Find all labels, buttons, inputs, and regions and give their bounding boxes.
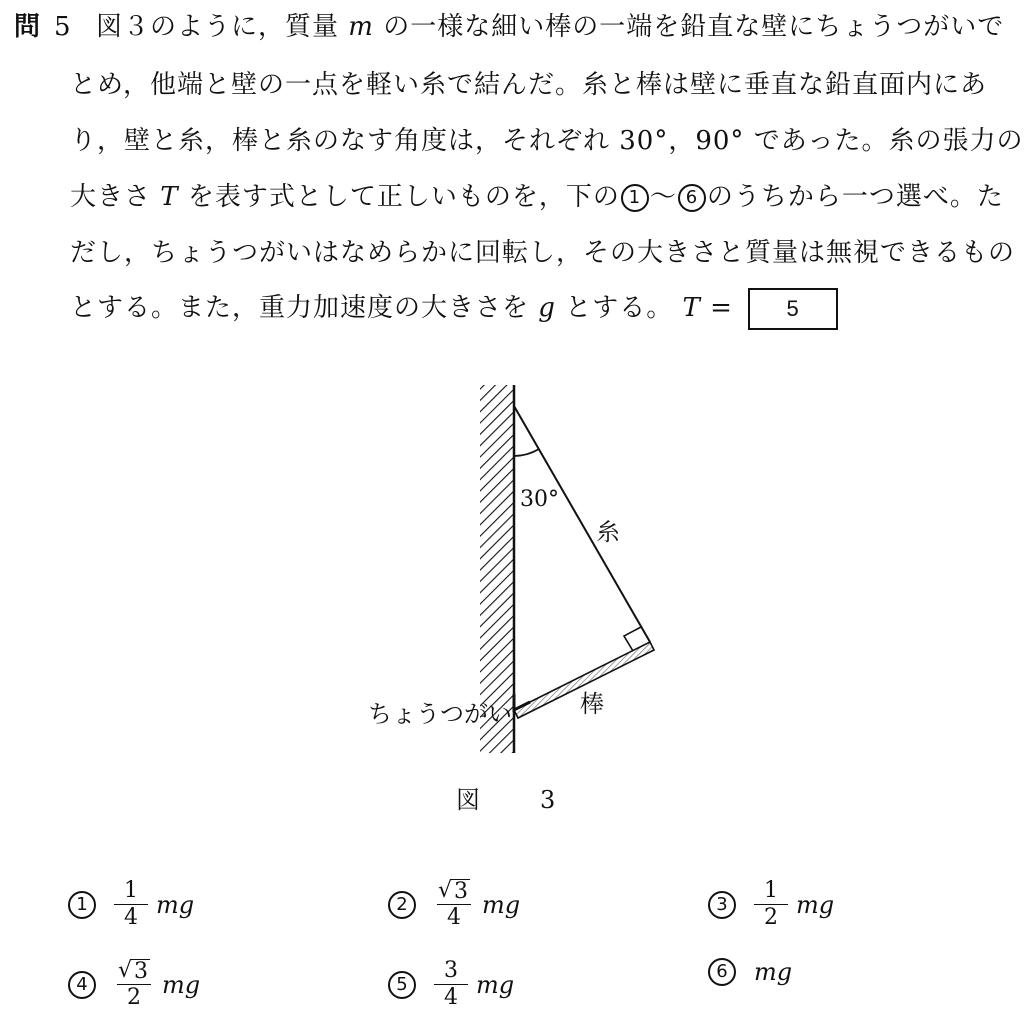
choice-expression: mg bbox=[754, 958, 793, 986]
choice-expression: mg bbox=[796, 890, 835, 919]
choice-option[interactable] bbox=[708, 878, 834, 931]
question-label: 問 bbox=[14, 12, 41, 42]
question-line-1 bbox=[96, 6, 1004, 43]
choice-number-mark: 5 bbox=[388, 971, 416, 999]
choice-fraction bbox=[114, 958, 154, 1011]
choice-fraction bbox=[434, 878, 474, 931]
choice-option[interactable] bbox=[388, 878, 520, 931]
question-line-3 bbox=[70, 120, 1023, 157]
range-start-mark: 1 bbox=[621, 184, 649, 212]
fraction-denominator: 2 bbox=[117, 984, 151, 1011]
question-text: を表す式として正しいものを，下の bbox=[187, 182, 620, 212]
fraction-numerator: 1 bbox=[124, 878, 138, 903]
choice-number-mark: 4 bbox=[68, 971, 96, 999]
var-T: T bbox=[682, 293, 701, 323]
question-line-5 bbox=[70, 232, 1015, 269]
choice-expression: mg bbox=[482, 890, 521, 919]
fraction-denominator: 4 bbox=[437, 904, 471, 931]
range-end-mark: 6 bbox=[678, 184, 706, 212]
choice-expression: mg bbox=[476, 970, 515, 999]
fraction-numerator: √ 3 bbox=[118, 958, 149, 984]
string-line bbox=[514, 406, 650, 642]
choice-number-mark: 3 bbox=[708, 891, 736, 919]
choice-fraction bbox=[434, 958, 468, 1011]
choice-expression: mg bbox=[156, 890, 195, 919]
equals-sign: = bbox=[710, 293, 733, 323]
angle-arc bbox=[514, 449, 539, 456]
choice-option[interactable] bbox=[388, 958, 514, 1011]
fraction-numerator: √ 3 bbox=[438, 878, 469, 904]
choice-option[interactable] bbox=[68, 878, 194, 931]
question-text: のうちから一つ選べ。た bbox=[706, 182, 1004, 212]
rod-label: 棒 bbox=[580, 690, 604, 718]
var-g: g bbox=[538, 293, 556, 323]
hinge-label: ちょうつがい bbox=[368, 700, 512, 728]
fraction-numerator: 1 bbox=[764, 878, 778, 903]
question-text: 図３のように，質量 bbox=[96, 12, 340, 42]
question-number: 5 bbox=[54, 12, 71, 42]
question-text: とする。 bbox=[565, 293, 674, 323]
angle-label: 30° bbox=[520, 487, 559, 512]
question-text: とする。また，重力加速度の大きさを bbox=[70, 293, 530, 323]
choice-option[interactable] bbox=[68, 958, 200, 1011]
question-text: り，壁と糸，棒と糸のなす角度は，それぞれ 30°，90° であった。糸の張力の bbox=[70, 126, 1024, 156]
fraction-numerator: 3 bbox=[444, 958, 458, 983]
fraction-denominator: 4 bbox=[434, 984, 468, 1011]
question-text: 大きさ bbox=[70, 182, 152, 212]
question-line-4 bbox=[70, 176, 1004, 213]
figure-diagram bbox=[330, 380, 710, 770]
string-label: 糸 bbox=[596, 518, 620, 546]
choice-number-mark: 2 bbox=[388, 891, 416, 919]
question-line-6 bbox=[70, 287, 838, 330]
question-text: 〜 bbox=[649, 182, 677, 212]
question-text: の一様な細い棒の一端を鉛直な壁にちょうつがいで bbox=[383, 12, 1005, 42]
choice-expression: mg bbox=[162, 970, 201, 999]
question-text: とめ，他端と壁の一点を軽い糸で結んだ。糸と棒は壁に垂直な鉛直面内にあ bbox=[70, 70, 987, 100]
figure-caption: 図 3 bbox=[456, 786, 574, 814]
fraction-denominator: 4 bbox=[114, 904, 148, 931]
choice-fraction bbox=[754, 878, 788, 931]
question-line-2 bbox=[70, 64, 987, 101]
var-m: m bbox=[348, 12, 374, 42]
fraction-denominator: 2 bbox=[754, 904, 788, 931]
choice-number-mark: 1 bbox=[68, 891, 96, 919]
choice-number-mark: 6 bbox=[708, 958, 736, 986]
answer-box[interactable]: 5 bbox=[748, 288, 838, 330]
wall-hatching bbox=[480, 385, 514, 753]
question-text: だし，ちょうつがいはなめらかに回転し，その大きさと質量は無視できるもの bbox=[70, 238, 1016, 268]
choice-option[interactable] bbox=[708, 958, 792, 986]
choice-fraction bbox=[114, 878, 148, 931]
var-T: T bbox=[160, 182, 179, 212]
question-header bbox=[14, 6, 71, 43]
